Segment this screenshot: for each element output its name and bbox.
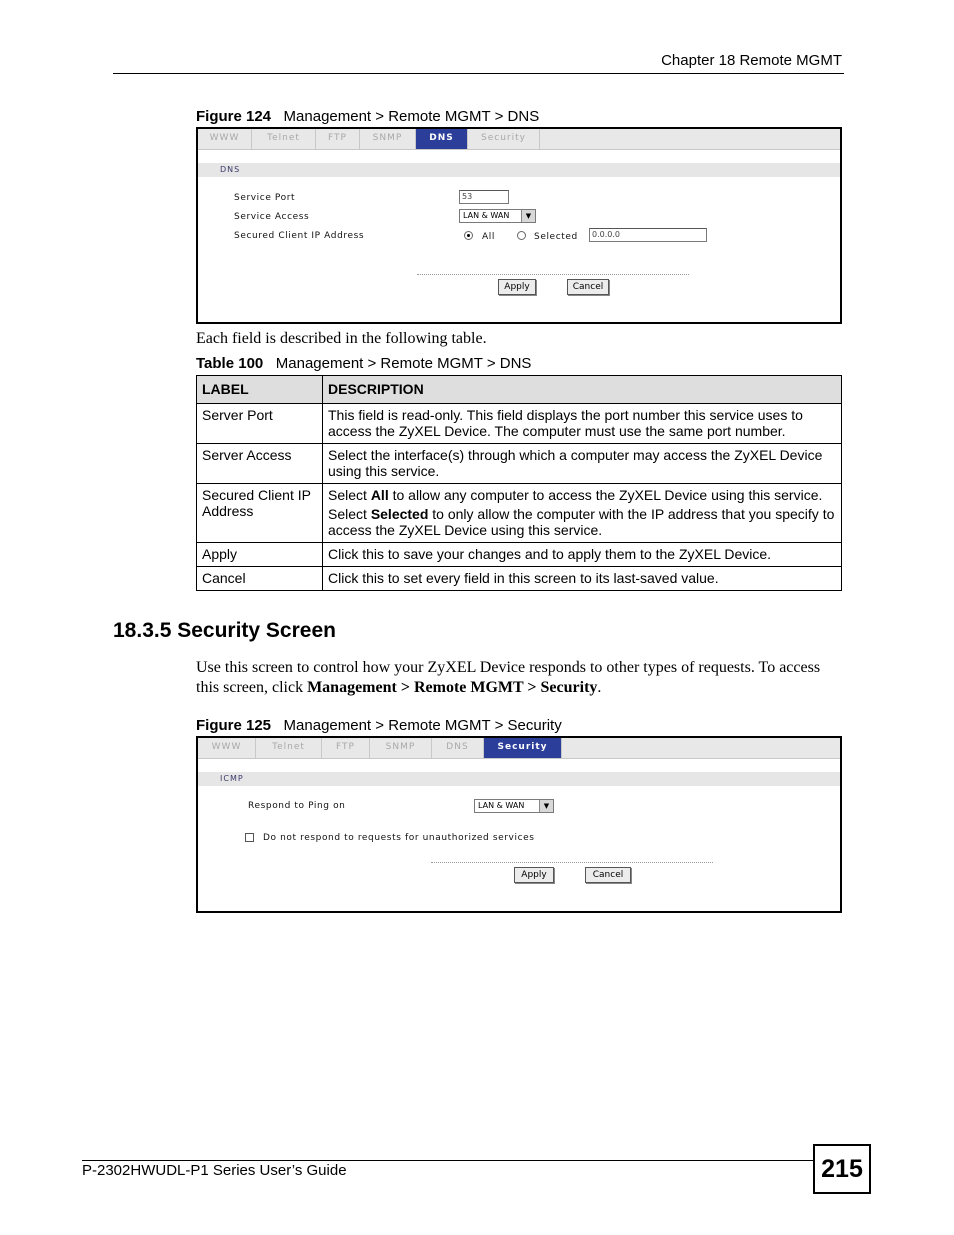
radio-all-label: All bbox=[482, 232, 495, 242]
dns-screenshot bbox=[196, 127, 842, 324]
tab-snmp[interactable]: SNMP bbox=[360, 129, 416, 149]
service-port-label: Service Port bbox=[234, 193, 296, 203]
row-description: Click this to set every field in this screen to its last-saved value. bbox=[323, 567, 842, 591]
intro-text: Each field is described in the following table. bbox=[196, 330, 487, 347]
figure-125-caption bbox=[196, 717, 562, 734]
row-description: This field is read-only. This field displays the port number this service uses to access the ZyXEL Device. The computer must use the same port number. bbox=[323, 404, 842, 444]
figure-124-label: Figure 124 bbox=[196, 108, 272, 125]
unauthorized-label: Do not respond to requests for unauthorized services bbox=[263, 833, 535, 843]
secured-ip-label: Secured Client IP Address bbox=[234, 231, 365, 241]
cancel-button[interactable]: Cancel bbox=[585, 867, 631, 883]
table-row bbox=[197, 567, 842, 591]
tab-ftp[interactable]: FTP bbox=[316, 129, 360, 149]
respond-ping-label: Respond to Ping on bbox=[248, 801, 346, 811]
desc-all-line: Select All to allow any computer to access the ZyXEL Device using this service. bbox=[328, 487, 823, 503]
cancel-button[interactable]: Cancel bbox=[567, 279, 609, 295]
tab-security[interactable]: Security bbox=[468, 129, 540, 149]
chevron-down-icon: ▼ bbox=[539, 800, 553, 812]
row-description bbox=[323, 484, 842, 543]
apply-button[interactable]: Apply bbox=[498, 279, 536, 295]
dns-section-bar: DNS bbox=[198, 163, 840, 177]
page-number: 215 bbox=[813, 1144, 871, 1194]
dns-tab-bar bbox=[198, 129, 840, 150]
col-label-header: LABEL bbox=[197, 376, 323, 404]
table-row bbox=[197, 484, 842, 543]
row-label: Cancel bbox=[197, 567, 323, 591]
secured-ip-field[interactable]: 0.0.0.0 bbox=[589, 228, 707, 242]
table-row bbox=[197, 543, 842, 567]
table-header-row bbox=[197, 376, 842, 404]
chevron-down-icon: ▼ bbox=[521, 210, 535, 222]
chapter-header: Chapter 18 Remote MGMT bbox=[661, 52, 842, 69]
service-access-label: Service Access bbox=[234, 212, 310, 222]
service-port-field[interactable]: 53 bbox=[459, 190, 509, 204]
header-rule bbox=[113, 73, 844, 74]
figure-124-title: Management > Remote MGMT > DNS bbox=[283, 108, 540, 125]
respond-ping-select[interactable] bbox=[474, 799, 554, 813]
tab-snmp[interactable]: SNMP bbox=[370, 738, 432, 758]
unauthorized-checkbox[interactable] bbox=[245, 833, 254, 842]
footer-rule bbox=[82, 1160, 814, 1161]
tab-telnet[interactable]: Telnet bbox=[256, 738, 322, 758]
security-screenshot bbox=[196, 736, 842, 913]
row-label: Apply bbox=[197, 543, 323, 567]
tab-www[interactable]: WWW bbox=[198, 129, 252, 149]
tab-dns[interactable]: DNS bbox=[416, 129, 468, 149]
tab-ftp[interactable]: FTP bbox=[322, 738, 370, 758]
table-row bbox=[197, 444, 842, 484]
row-description: Click this to save your changes and to apply them to the ZyXEL Device. bbox=[323, 543, 842, 567]
row-label: Secured Client IP Address bbox=[197, 484, 323, 543]
tab-security[interactable]: Security bbox=[484, 738, 562, 758]
dotted-divider bbox=[417, 274, 689, 275]
tab-www[interactable]: WWW bbox=[198, 738, 256, 758]
section-heading: 18.3.5 Security Screen bbox=[113, 619, 336, 642]
apply-button[interactable]: Apply bbox=[514, 867, 554, 883]
figure-124-caption bbox=[196, 108, 539, 125]
row-label: Server Port bbox=[197, 404, 323, 444]
tab-dns[interactable]: DNS bbox=[432, 738, 484, 758]
section-paragraph: Use this screen to control how your ZyXEL Device responds to other types of requests. To access this screen, click Management > Remote MGMT > Security. bbox=[196, 659, 821, 696]
desc-selected-line: Select Selected to only allow the computer with the IP address that you specify to access the ZyXEL Device using this service. bbox=[328, 506, 835, 538]
radio-selected-label: Selected bbox=[534, 232, 578, 242]
tab-telnet[interactable]: Telnet bbox=[252, 129, 316, 149]
radio-all[interactable] bbox=[464, 231, 473, 240]
row-description: Select the interface(s) through which a computer may access the ZyXEL Device using this service. bbox=[323, 444, 842, 484]
dotted-divider bbox=[431, 862, 713, 863]
figure-125-title: Management > Remote MGMT > Security bbox=[283, 717, 562, 734]
dns-field-table bbox=[196, 375, 842, 591]
table-100-caption bbox=[196, 355, 531, 372]
table-100-label: Table 100 bbox=[196, 355, 264, 372]
figure-125-label: Figure 125 bbox=[196, 717, 272, 734]
security-tab-bar bbox=[198, 738, 840, 759]
row-label: Server Access bbox=[197, 444, 323, 484]
service-access-select[interactable] bbox=[459, 209, 536, 223]
table-row bbox=[197, 404, 842, 444]
table-100-title: Management > Remote MGMT > DNS bbox=[275, 355, 532, 372]
service-access-value: LAN & WAN bbox=[463, 211, 510, 220]
respond-ping-value: LAN & WAN bbox=[478, 801, 525, 810]
icmp-section-bar: ICMP bbox=[198, 772, 840, 786]
guide-title: P-2302HWUDL-P1 Series User’s Guide bbox=[82, 1162, 347, 1179]
radio-selected[interactable] bbox=[517, 231, 526, 240]
col-description-header: DESCRIPTION bbox=[323, 376, 842, 404]
